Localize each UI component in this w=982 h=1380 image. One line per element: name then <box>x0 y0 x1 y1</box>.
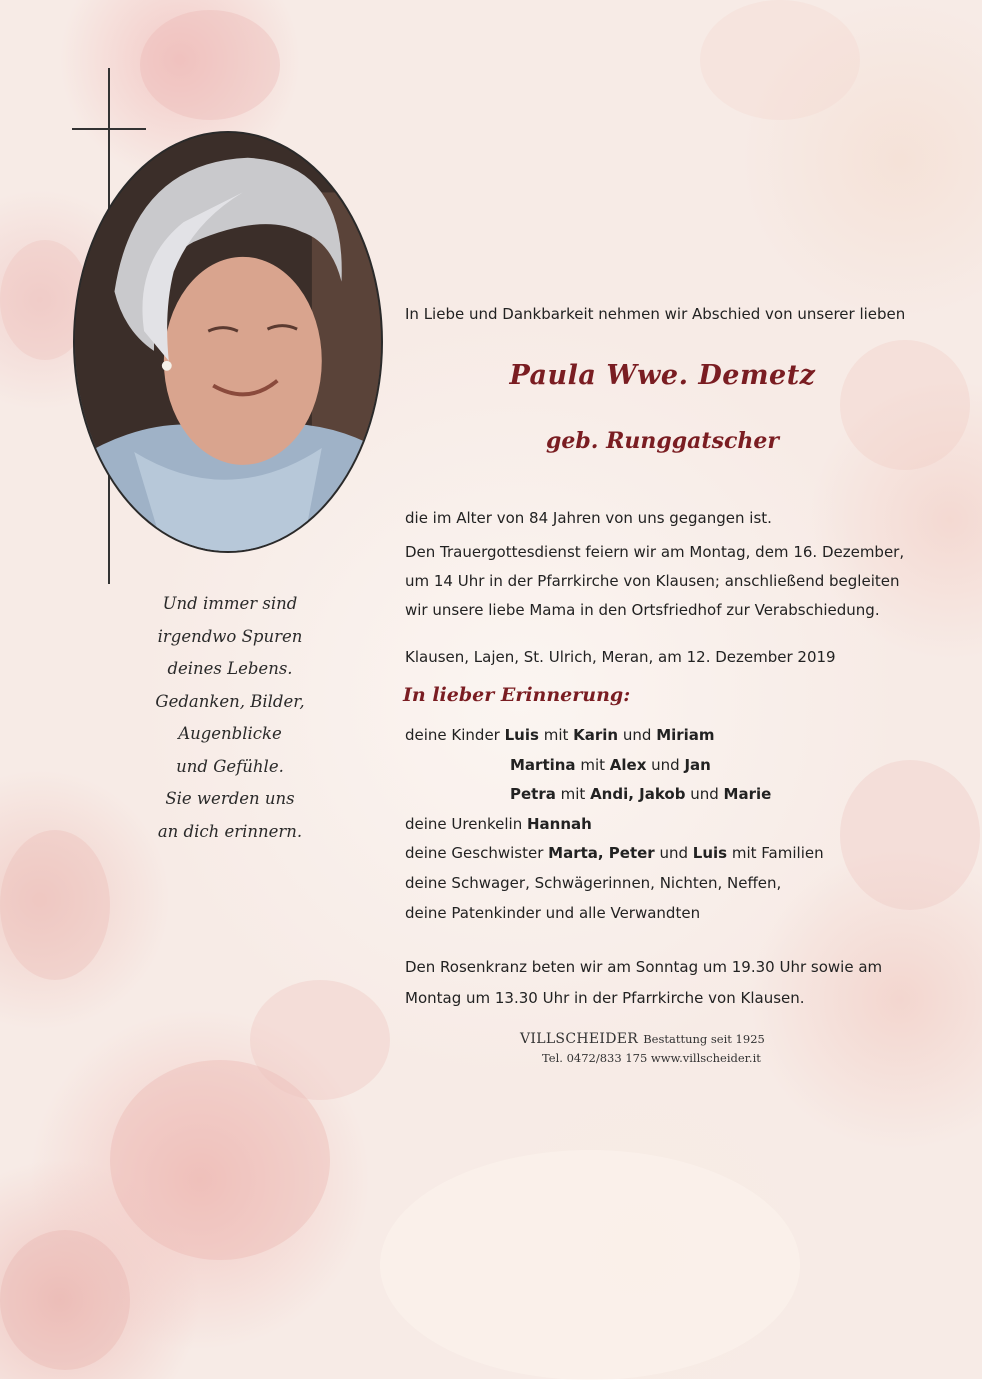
family-text: und <box>685 785 724 804</box>
poem-line: Sie werden uns <box>165 789 295 808</box>
family-member: Marie <box>723 785 772 804</box>
family-row-greatgrandchild <box>405 810 824 840</box>
deceased-name: Paula Wwe. Demetz <box>509 360 816 391</box>
rosary-info <box>405 952 882 1014</box>
family-text: mit <box>538 726 574 744</box>
funeral-home-contact: Tel. 0472/833 175 www.villscheider.it <box>542 1051 761 1065</box>
service-line: Den Trauergottesdienst feiern wir am Montag, dem 16. Dezember, <box>405 543 905 561</box>
family-member: Petra <box>510 785 556 804</box>
family-member: Luis <box>504 726 539 744</box>
family-row-inlaws: deine Schwager, Schwägerinnen, Nichten, Neffen, <box>405 873 782 892</box>
rose-decoration <box>140 10 280 120</box>
rosary-line: Den Rosenkranz beten wir am Sonntag um 19.30 Uhr sowie am <box>405 958 883 976</box>
service-info <box>405 538 904 625</box>
poem-line: und Gefühle. <box>176 756 284 776</box>
poem-line: Und immer sind <box>162 594 298 613</box>
family-text: mit <box>555 785 591 804</box>
family-text: deine Urenkelin <box>405 814 527 833</box>
family-row-relatives: deine Patenkinder und alle Verwandten <box>405 903 701 922</box>
maiden-name: geb. Runggatscher <box>546 428 779 454</box>
family-member: Karin <box>573 726 619 744</box>
family-member: Martina <box>510 755 576 774</box>
place-date: Klausen, Lajen, St. Ulrich, Meran, am 12. Dezember 2019 <box>405 648 836 666</box>
poem-line: Gedanken, Bilder, <box>155 691 305 711</box>
funeral-home-brand: VILLSCHEIDER <box>520 1031 639 1047</box>
portrait-illustration <box>75 133 381 551</box>
family-text: und <box>646 755 685 774</box>
family-text: deine Kinder <box>405 726 505 744</box>
family-member: Jan <box>684 755 711 774</box>
memorial-poem <box>130 588 330 848</box>
rose-decoration <box>840 760 980 910</box>
family-text: mit <box>575 755 610 774</box>
family-row-children <box>405 780 824 810</box>
rose-decoration <box>700 0 860 120</box>
family-member: Marta, Peter <box>548 844 655 863</box>
poem-line: Augenblicke <box>178 724 282 743</box>
poem-line: deines Lebens. <box>167 659 293 678</box>
funeral-home-since: Bestattung seit 1925 <box>643 1032 765 1046</box>
intro-text: In Liebe und Dankbarkeit nehmen wir Abschied von unserer lieben <box>405 305 906 323</box>
rose-decoration <box>250 980 390 1100</box>
age-line: die im Alter von 84 Jahren von uns gegangen ist. <box>405 509 772 527</box>
funeral-home <box>520 1028 765 1065</box>
family-member: Alex <box>609 755 647 774</box>
family-text: mit Familien <box>727 844 824 863</box>
rose-decoration <box>0 830 110 980</box>
rose-decoration <box>0 1230 130 1370</box>
family-list <box>405 721 824 928</box>
family-text: und <box>618 726 657 744</box>
family-member: Hannah <box>526 814 592 833</box>
family-row-siblings <box>405 839 824 869</box>
poem-line: an dich erinnern. <box>157 821 303 841</box>
dahlia-decoration <box>380 1150 800 1380</box>
rosary-line: Montag um 13.30 Uhr in der Pfarrkirche von Klausen. <box>405 989 805 1007</box>
service-line: wir unsere liebe Mama in den Ortsfriedhof zur Verabschiedung. <box>405 601 880 619</box>
family-text: und <box>654 844 693 863</box>
memory-heading: In lieber Erinnerung: <box>403 684 631 706</box>
family-row-children <box>405 721 824 751</box>
service-line: um 14 Uhr in der Pfarrkirche von Klausen; anschließend begleiten <box>405 572 900 590</box>
family-member: Miriam <box>656 726 715 744</box>
family-member: Luis <box>692 844 728 863</box>
cross-icon-bar <box>72 128 146 130</box>
portrait-photo <box>73 131 383 553</box>
family-row-children <box>405 751 824 781</box>
family-member: Andi, Jakob <box>590 785 686 804</box>
poem-line: irgendwo Spuren <box>157 626 303 646</box>
family-text: deine Geschwister <box>405 844 549 863</box>
